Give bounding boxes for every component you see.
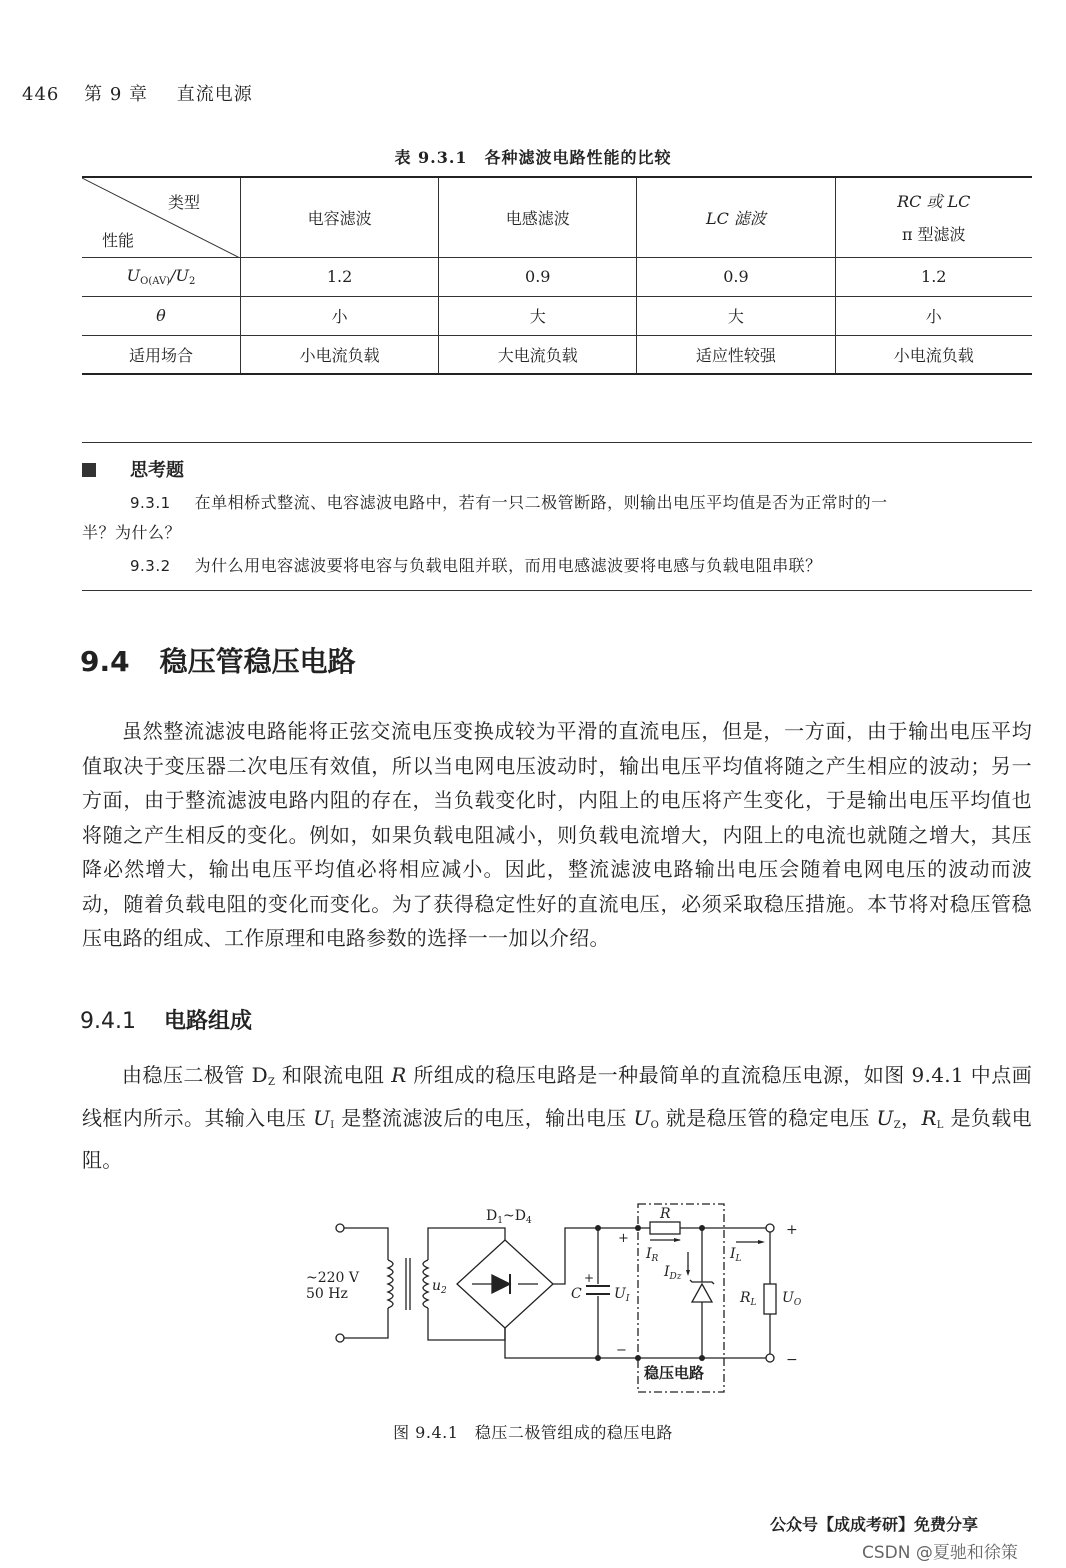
questions-title: 思考题 [82, 456, 184, 482]
load-resistor [764, 1284, 776, 1314]
source-voltage-label: ~220 V [306, 1270, 360, 1286]
input-terminal-top [336, 1224, 344, 1232]
ui-label: $U_I$ [614, 1286, 630, 1304]
rl-label: $R_L$ [740, 1290, 757, 1308]
row-label-application: 适用场合 [82, 335, 241, 374]
page-number: 446 [22, 84, 60, 105]
ir-label: $I_R$ [646, 1246, 659, 1264]
output-plus: + [786, 1222, 798, 1238]
col-lc-filter: LC 滤波 [637, 177, 835, 257]
idz-label: $I_{Dz}$ [664, 1264, 682, 1282]
input-terminal-bottom [336, 1334, 344, 1342]
regulator-circuit-diagram [300, 1200, 820, 1400]
resistor-r-label: R [660, 1206, 671, 1222]
chapter-label: 第 9 章 [84, 84, 148, 105]
col-capacitor-filter: 电容滤波 [241, 177, 439, 257]
source-frequency-label: 50 Hz [306, 1286, 348, 1302]
table-cell: 适应性较强 [637, 335, 835, 374]
table-cell: 小电流负载 [835, 335, 1032, 374]
table-cell: 小 [835, 296, 1032, 335]
output-terminal-bottom [766, 1354, 774, 1362]
intro-paragraph: 虽然整流滤波电路能将正弦交流电压变换成较为平滑的直流电压，但是，一方面，由于输出电压平均值取决于变压器二次电压有效值，所以当电网电压波动时，输出电压平均值将随之产生相应的波动；另一方面，由于整流滤波电路内阻的存在，当负载变化时，内阻上的电压将产生变化，于是输出电压平均值也将随之产生相反的变化。例如，如果负载电阻减小，则负载电流增大，内阻上的电流也就随之增大，其压降必然增大，输出电压平均值必将相应减小。因此，整流滤波电路输出电压会随着电网电压的波动而波动，随着负载电阻的变化而变化。为了获得稳定性好的直流电压，必须采取稳压措施。本节将对稳压管稳压电路的组成、工作原理和电路参数的选择一一加以介绍。 [82, 719, 1032, 950]
share-note: 公众号【成成考研】免费分享 [770, 1515, 979, 1534]
capacitor-plus: + [584, 1271, 595, 1285]
table-row [82, 335, 1032, 374]
table-cell: 1.2 [241, 257, 439, 296]
question-9-3-1-cont: 半？为什么？ [82, 523, 182, 542]
table-cell: 大 [637, 296, 835, 335]
col-pi-line1: RC 或 LC [897, 192, 971, 212]
diag-performance-label: 性能 [102, 230, 135, 250]
question-9-3-1: 9.3.1 在单相桥式整流、电容滤波电路中，若有一只二极管断路，则输出电压平均值是否为正常时的一 [130, 493, 888, 512]
composition-paragraph: 由稳压二极管 $D_Z$ 和限流电阻 R 所组成的稳压电路是一种最简单的直流稳压电源，如图 9.4.1 中点画线框内所示。其输入电压 $U_I$ 是整流滤波后的电压，输出电压 $U_O$ 就是稳压管的稳定电压 $U_Z$，$R_L$ 是负载电阻。 [82, 1063, 1032, 1172]
diag-type-label: 类型 [167, 193, 200, 212]
figure-caption: 图 9.4.1 稳压二极管组成的稳压电路 [393, 1423, 673, 1442]
csdn-watermark: CSDN @夏驰和徐策 [862, 1543, 1018, 1563]
row-label-ratio: $U_{O(AV)}/U_2$ [82, 257, 241, 296]
row-label-theta: θ [82, 296, 241, 335]
capacitor-label: C [571, 1286, 582, 1302]
transformer-primary-coil [388, 1260, 393, 1308]
table-row [82, 257, 1032, 296]
resistor-r [650, 1222, 680, 1234]
bridge-diode-icon [492, 1275, 510, 1293]
table-cell: 大 [439, 296, 637, 335]
table-cell: 小电流负载 [241, 335, 439, 374]
output-terminal-top [766, 1224, 774, 1232]
ui-plus: + [618, 1231, 629, 1246]
col-pi-filter [835, 177, 1032, 257]
uo-label: $U_O$ [782, 1290, 802, 1308]
bridge-label: $D_1\sim D_4$ [486, 1208, 532, 1226]
col-inductor-filter: 电感滤波 [439, 177, 637, 257]
section-title: 9.4 稳压管稳压电路 [80, 645, 356, 678]
table-cell: 0.9 [439, 257, 637, 296]
square-bullet-icon [82, 463, 96, 477]
question-9-3-2: 9.3.2 为什么用电容滤波要将电容与负载电阻并联，而用电感滤波要将电感与负载电阻串联？ [130, 556, 822, 575]
output-minus: − [786, 1352, 798, 1368]
table-header-row [82, 177, 1032, 257]
table-row [82, 296, 1032, 335]
zener-diode-icon [692, 1284, 712, 1302]
questions-top-rule [82, 442, 1032, 443]
table-cell: 大电流负载 [439, 335, 637, 374]
table-cell: 0.9 [637, 257, 835, 296]
table-cell: 小 [241, 296, 439, 335]
filter-comparison-table [82, 176, 1032, 375]
il-label: $I_L$ [730, 1246, 742, 1264]
chapter-title: 直流电源 [176, 84, 253, 105]
regulator-box-label: 稳压电路 [644, 1364, 705, 1382]
u2-label: $u_2$ [432, 1278, 447, 1296]
table-caption: 表 9.3.1 各种滤波电路性能的比较 [394, 148, 672, 167]
page-header [22, 80, 253, 106]
subsection-title: 9.4.1 电路组成 [80, 1008, 252, 1034]
col-pi-line2: π 型滤波 [901, 225, 966, 245]
table-cell: 1.2 [835, 257, 1032, 296]
ui-minus: − [616, 1343, 627, 1358]
questions-bottom-rule [82, 590, 1032, 591]
transformer-secondary-coil [423, 1260, 428, 1308]
diagonal-header-cell [82, 177, 241, 257]
